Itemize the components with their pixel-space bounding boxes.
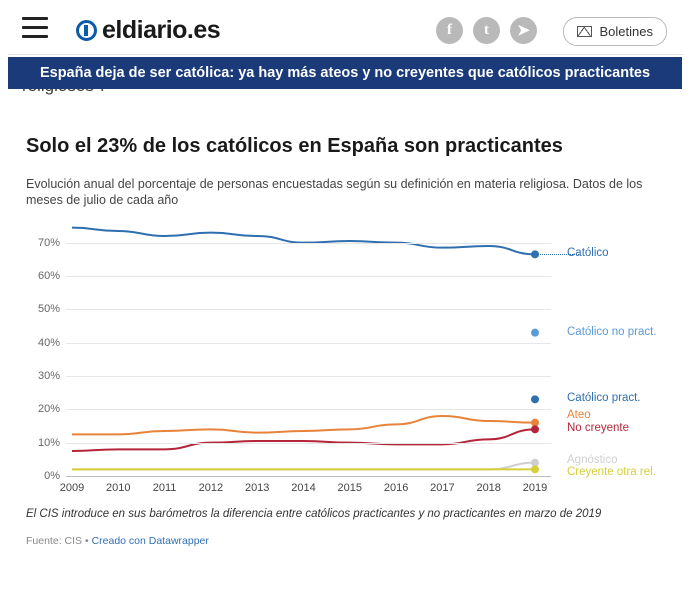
series-end-dot [531,395,539,403]
grid-line [66,276,551,277]
chart-subtitle: Evolución anual del porcentaje de personas encuestadas según su definición en materia religiosa. Datos de los meses de julio de cada año [26,177,643,207]
series-label: No creyente [567,422,630,435]
x-axis-line [66,476,551,477]
grid-line [66,343,551,344]
series-label: Creyente otra rel. [567,465,656,478]
series-line [72,228,535,255]
sticky-headline-bar: España deja de ser católica: ya hay más ateos y no creyentes que católicos practicantes [8,57,682,89]
torn-edge-bottom [0,575,693,597]
series-line [72,463,535,470]
chart-note: El CIS introduce en sus barómetros la diferencia entre católicos practicantes y no practicantes en marzo de 2019 [26,508,602,520]
hamburger-bar [22,17,48,20]
chart-source [26,535,209,547]
newsletter-button[interactable] [563,17,667,46]
series-end-dot [531,425,539,433]
x-axis-tick-label: 2018 [476,482,501,494]
torn-edge-left [0,0,8,597]
series-label: Católico [567,247,609,260]
telegram-icon[interactable]: ➤ [510,17,537,44]
social-links [436,17,537,44]
grid-line [66,309,551,310]
twitter-icon[interactable]: t [473,17,500,44]
y-axis-tick-label: 20% [37,403,60,416]
facebook-icon[interactable]: f [436,17,463,44]
newsletter-label: Boletines [599,24,653,39]
series-label: Ateo [567,409,591,421]
x-axis-tick-label: 2017 [430,482,455,494]
series-end-dot [531,465,539,473]
x-axis-tick-label: 2013 [244,482,270,494]
grid-line [66,409,551,410]
x-axis-tick-label: 2011 [152,482,177,494]
x-axis-tick-label: 2016 [383,482,409,494]
site-header [8,4,683,55]
chart-source-separator: • [84,535,89,547]
series-lines [66,226,551,476]
chart-plot [26,220,657,494]
chart-title: Solo el 23% de los católicos en España son practicantes [26,135,563,157]
envelope-icon [577,26,592,37]
leader-line [535,254,579,256]
series-label: Católico pract. [567,392,641,405]
datawrapper-credit-link[interactable]: Creado con Datawrapper [91,535,209,547]
plot-area [66,226,551,476]
site-logo-text: eldiario.es [102,16,221,44]
x-axis-tick-label: 2014 [291,482,316,494]
x-axis-tick-label: 2009 [59,482,85,494]
x-axis-tick-label: 2012 [198,482,224,494]
grid-line [66,243,551,244]
y-axis-tick-label: 70% [37,236,60,249]
x-axis-tick-label: 2019 [522,482,548,494]
hamburger-icon[interactable] [22,17,48,39]
grid-line [66,443,551,444]
x-axis-tick-label: 2010 [106,482,131,494]
y-axis-tick-label: 50% [37,303,60,316]
y-axis-tick-label: 10% [37,436,60,449]
torn-edge-right [683,0,693,597]
y-axis-tick-label: 60% [37,270,60,282]
series-label: Católico no pract. [567,325,657,338]
hamburger-bar [22,35,48,38]
series-line [72,416,535,434]
series-label: Agnóstico [567,454,618,466]
eldiario-logo-mark [76,20,97,41]
hamburger-bar [22,26,48,29]
x-axis-tick-label: 2015 [337,482,363,494]
grid-line [66,376,551,377]
series-end-dot [531,329,539,337]
site-logo[interactable] [76,16,220,45]
y-axis-tick-label: 30% [37,370,60,382]
datawrapper-chart [8,110,668,570]
y-axis-tick-label: 40% [37,336,60,349]
chart-source-prefix: Fuente: CIS [26,535,83,547]
y-axis-tick-label: 0% [44,470,60,482]
